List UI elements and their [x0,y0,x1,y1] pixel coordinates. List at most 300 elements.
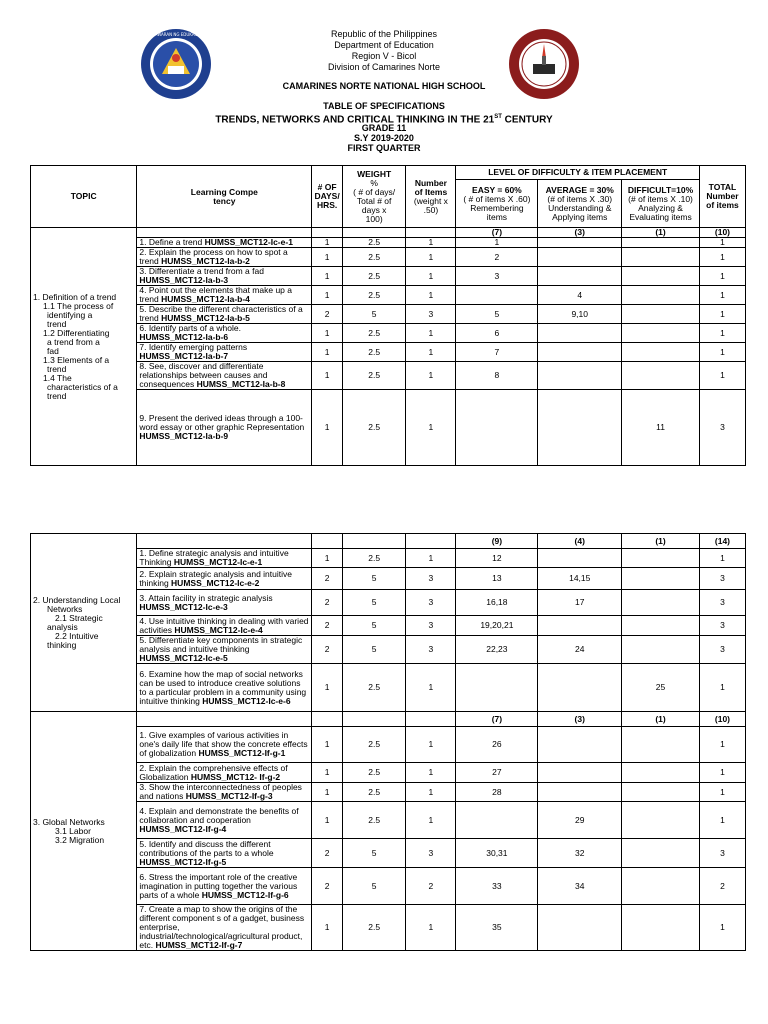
weight-cell: 2.5 [342,238,405,248]
competency-code: HUMSS_MCT12-Ia-b-5 [161,313,250,323]
specification-table-2 [30,533,746,951]
competency-code: HUMSS_MCT12-Ia-b-2 [161,256,250,266]
items-cell: 3 [406,305,456,324]
blank-cell [342,534,405,549]
section-1-body [31,228,746,466]
days-cell: 2 [312,868,343,905]
days-cell: 1 [312,905,343,951]
competency-cell [137,636,312,664]
blank-cell [137,228,312,238]
total-items-cell: 1 [699,324,745,343]
section-totals-row [31,712,746,727]
difficult-items-cell [622,549,700,568]
difficult-subtotal: (1) [622,712,700,727]
days-cell: 1 [312,362,343,390]
easy-items-cell [456,802,538,839]
average-items-cell [538,783,622,802]
competency-cell [137,868,312,905]
total-items-cell: 3 [699,616,745,636]
items-cell: 3 [406,636,456,664]
difficult-items-cell [622,362,700,390]
easy-items-cell [456,664,538,712]
easy-items-cell: 6 [456,324,538,343]
competency-cell [137,839,312,868]
competency-cell [137,763,312,783]
table-row [31,324,746,343]
topic-line: analysis [47,621,78,632]
difficult-items-cell [622,286,700,305]
competency-code: HUMSS_MCT12-Ic-e-5 [139,653,228,663]
competency-text: 7. Create a map to show the origins of the different component s of a gadget, business enterprise, industrial/technological/agricultural product, etc. [139,904,305,950]
topic-line: 1.2 Differentiating [43,327,110,338]
table-row [31,783,746,802]
total-items-cell: 1 [699,783,745,802]
table-row [31,763,746,783]
average-items-cell [538,549,622,568]
blank-cell [406,712,456,727]
weight-cell: 2.5 [342,549,405,568]
average-subtotal: (4) [538,534,622,549]
average-subtotal: (3) [538,712,622,727]
competency-text: 1. Define strategic analysis and intuitive Thinking [139,548,289,567]
competency-cell [137,267,312,286]
competency-code: HUMSS_MCT12-Ic-e-6 [202,695,291,706]
total-subtotal: (10) [699,712,745,727]
table-row [31,839,746,868]
competency-text: 9. Present the derived ideas through a 100-word essay or other graphic Representation [139,413,305,432]
days-cell: 2 [312,305,343,324]
table-row [31,802,746,839]
section-topic [31,228,137,466]
total-items-cell: 1 [699,905,745,951]
days-cell: 2 [312,616,343,636]
easy-items-cell: 30,31 [456,839,538,868]
competency-code: HUMSS_MCT12-Ic-e-2 [171,577,260,588]
easy-items-cell: 13 [456,568,538,590]
difficult-subtotal: (1) [622,534,700,549]
competency-code: HUMSS_MCT12-If-g-6 [201,889,289,900]
average-items-cell [538,763,622,783]
items-cell: 3 [406,839,456,868]
items-cell: 1 [406,802,456,839]
competency-cell [137,664,312,712]
easy-items-cell [456,286,538,305]
days-cell: 1 [312,343,343,362]
days-cell: 2 [312,839,343,868]
col-total-header: TOTAL Number of items [699,166,745,228]
total-items-cell: 3 [699,568,745,590]
days-cell: 1 [312,324,343,343]
section-2-body [31,534,746,712]
header-line-4: Division of Camarines Norte [327,62,441,72]
weight-cell: 5 [342,636,405,664]
competency-text: 4. Point out the elements that make up a trend [139,285,292,304]
easy-items-cell: 8 [456,362,538,390]
blank-cell [312,712,343,727]
total-items-cell: 3 [699,390,745,466]
competency-text: 6. Identify parts of a whole. [139,323,241,333]
easy-items-cell: 35 [456,905,538,951]
topic-line: characteristics of a [47,381,118,392]
topic-line: fad [47,345,59,356]
weight-cell: 5 [342,590,405,616]
doc-title: TABLE OF SPECIFICATIONS [323,101,445,111]
competency-text: 4. Use intuitive thinking in dealing with varied activities [139,615,309,635]
competency-cell [137,362,312,390]
easy-items-cell: 19,20,21 [456,616,538,636]
items-cell: 1 [406,763,456,783]
easy-items-cell: 12 [456,549,538,568]
average-items-cell: 4 [538,286,622,305]
competency-cell [137,783,312,802]
average-items-cell [538,248,622,267]
col-days-header: # OF DAYS/ HRS. [312,166,343,228]
competency-code: HUMSS_MCT12-Ic-e-1 [204,237,293,247]
easy-items-cell [456,390,538,466]
days-cell: 1 [312,238,343,248]
easy-subtotal: (7) [456,712,538,727]
col-competency-header: Learning Compe tency [137,166,312,228]
easy-subtotal: (7) [456,228,538,238]
difficult-items-cell [622,248,700,267]
easy-items-cell: 26 [456,727,538,763]
easy-items-cell: 27 [456,763,538,783]
difficult-items-cell [622,727,700,763]
weight-cell: 2.5 [342,802,405,839]
competency-text: 2. Explain the process on how to spot a trend [139,247,288,266]
total-items-cell: 1 [699,343,745,362]
competency-cell [137,616,312,636]
competency-text: 3. Attain facility in strategic analysis [139,592,273,603]
competency-text: 8. See, discover and differentiate relationships between causes and consequences [139,361,268,389]
table-row [31,590,746,616]
table-row [31,636,746,664]
competency-cell [137,727,312,763]
topic-line: 1.4 The [43,372,72,383]
table-row [31,267,746,286]
weight-cell: 5 [342,305,405,324]
document-header [0,0,768,160]
competency-text: 2. Explain strategic analysis and intuitive thinking [139,568,292,588]
average-items-cell [538,267,622,286]
total-items-cell: 2 [699,868,745,905]
total-items-cell: 1 [699,727,745,763]
competency-cell [137,905,312,951]
competency-cell [137,343,312,362]
specification-table-1 [30,165,746,466]
easy-subtotal: (9) [456,534,538,549]
days-cell: 1 [312,286,343,305]
col-easy-header: EASY = 60% ( # of items X .60) Remembering items [456,180,538,228]
weight-cell: 2.5 [342,763,405,783]
weight-cell: 2.5 [342,664,405,712]
average-items-cell: 32 [538,839,622,868]
weight-cell: 2.5 [342,905,405,951]
difficult-items-cell [622,763,700,783]
average-subtotal: (3) [538,228,622,238]
days-cell: 1 [312,664,343,712]
average-items-cell [538,238,622,248]
items-cell: 1 [406,343,456,362]
blank-cell [137,534,312,549]
average-items-cell [538,362,622,390]
difficult-items-cell [622,238,700,248]
difficult-items-cell: 25 [622,664,700,712]
col-topic-header: TOPIC [31,166,137,228]
competency-text: 7. Identify emerging patterns [139,342,248,352]
table-row [31,390,746,466]
competency-code: HUMSS_MCT12-If-g-1 [198,748,286,758]
difficult-subtotal: (1) [622,228,700,238]
competency-text: 6. Stress the important role of the creative imagination in putting together the various parts of a whole [139,871,298,900]
header-line-1: Republic of the Philippines [330,29,438,39]
competency-code: HUMSS_MCT12-If-g-5 [139,856,227,867]
weight-cell: 5 [342,868,405,905]
topic-line: 2.2 Intuitive [55,630,99,641]
topic-line: a trend from a [47,336,100,347]
table-row [31,248,746,267]
competency-code: HUMSS_MCT12-Ic-e-4 [174,624,263,635]
table-row [31,343,746,362]
weight-cell: 5 [342,568,405,590]
competency-code: HUMSS_MCT12-Ia-b-3 [139,275,229,285]
easy-items-cell: 22,23 [456,636,538,664]
table-row [31,568,746,590]
weight-cell: 2.5 [342,783,405,802]
days-cell: 1 [312,783,343,802]
difficult-items-cell [622,802,700,839]
total-items-cell: 1 [699,802,745,839]
blank-cell [342,712,405,727]
weight-cell: 2.5 [342,286,405,305]
items-cell: 1 [406,267,456,286]
easy-items-cell: 28 [456,783,538,802]
competency-cell [137,324,312,343]
topic-line: 1. Definition of a trend [33,291,117,302]
blank-cell [342,228,405,238]
days-cell: 1 [312,727,343,763]
table-row [31,286,746,305]
items-cell: 1 [406,664,456,712]
blank-cell [406,534,456,549]
days-cell: 1 [312,267,343,286]
competency-code: HUMSS_MCT12-Ia-b-6 [139,332,229,342]
weight-cell: 2.5 [342,343,405,362]
total-items-cell: 1 [699,267,745,286]
average-items-cell: 14,15 [538,568,622,590]
average-items-cell [538,343,622,362]
table-row [31,549,746,568]
table-row [31,905,746,951]
items-cell: 1 [406,362,456,390]
topic-line: trend [47,318,67,329]
competency-cell [137,286,312,305]
days-cell: 1 [312,390,343,466]
table-row [31,362,746,390]
table-row [31,238,746,248]
days-cell: 2 [312,636,343,664]
items-cell: 3 [406,616,456,636]
competency-code: HUMSS_MCT12- If-g-2 [190,771,281,782]
days-cell: 1 [312,549,343,568]
competency-code: HUMSS_MCT12-Ia-b-9 [139,431,229,441]
easy-items-cell: 5 [456,305,538,324]
difficult-items-cell [622,590,700,616]
competency-text: 4. Explain and demonstrate the benefits of collaboration and cooperation [139,805,299,825]
average-items-cell [538,727,622,763]
difficult-items-cell [622,839,700,868]
items-cell: 1 [406,248,456,267]
easy-items-cell: 7 [456,343,538,362]
difficult-items-cell [622,343,700,362]
topic-line: identifying a [47,309,93,320]
difficult-items-cell [622,616,700,636]
competency-code: HUMSS_MCT12-Ia-b-7 [139,351,229,361]
average-items-cell: 34 [538,868,622,905]
average-items-cell [538,616,622,636]
topic-line: 1.1 The process of [43,300,114,311]
weight-cell: 2.5 [342,324,405,343]
total-items-cell: 1 [699,248,745,267]
easy-items-cell: 16,18 [456,590,538,616]
competency-code: HUMSS_MCT12-Ic-e-3 [139,601,228,612]
items-cell: 2 [406,868,456,905]
competency-cell [137,248,312,267]
items-cell: 1 [406,905,456,951]
competency-code: HUMSS_MCT12-Ia-b-4 [161,294,250,304]
svg-text:KAGAWARAN NG EDUKASYON: KAGAWARAN NG EDUKASYON [146,32,206,37]
difficult-items-cell [622,305,700,324]
easy-items-cell: 1 [456,238,538,248]
section-3-body [31,712,746,951]
items-cell: 1 [406,783,456,802]
average-items-cell [538,390,622,466]
days-cell: 1 [312,802,343,839]
competency-cell [137,590,312,616]
col-average-header: AVERAGE = 30% (# of items X .30) Understanding & Applying items [538,180,622,228]
days-cell: 1 [312,248,343,267]
difficult-items-cell [622,868,700,905]
topic-line: thinking [47,639,77,650]
competency-cell [137,568,312,590]
topic-line: 3.1 Labor [55,825,91,836]
competency-code: HUMSS_MCT12-If-g-4 [139,823,227,834]
items-cell: 1 [406,390,456,466]
weight-cell: 5 [342,616,405,636]
table-row [31,616,746,636]
blank-cell [312,534,343,549]
competency-text: 1. Give examples of various activities in one's daily life that show the concrete effects of globalization [139,730,308,758]
competency-cell [137,802,312,839]
col-items-header: Number of Items (weight x .50) [406,166,456,228]
competency-text: 3. Differentiate a trend from a fad [139,266,264,276]
difficult-items-cell [622,636,700,664]
items-cell: 1 [406,324,456,343]
total-items-cell: 1 [699,549,745,568]
items-cell: 1 [406,549,456,568]
easy-items-cell: 2 [456,248,538,267]
table-row [31,664,746,712]
topic-line: 2. Understanding Local [33,594,121,605]
total-items-cell: 1 [699,763,745,783]
difficult-items-cell [622,568,700,590]
items-cell: 3 [406,590,456,616]
difficult-items-cell [622,783,700,802]
quarter: FIRST QUARTER [347,143,421,153]
difficult-items-cell [622,324,700,343]
days-cell: 2 [312,590,343,616]
weight-cell: 2.5 [342,362,405,390]
blank-cell [137,712,312,727]
competency-code: HUMSS_MCT12-Ia-b-8 [196,379,286,389]
section-topic [31,712,137,951]
subject-title: TRENDS, NETWORKS AND CRITICAL THINKING IN THE 21ST CENTURY [215,114,553,126]
competency-code: HUMSS_MCT12-If-g-7 [155,940,243,950]
difficult-items-cell [622,267,700,286]
easy-items-cell: 3 [456,267,538,286]
section-totals-row [31,534,746,549]
total-items-cell: 1 [699,238,745,248]
items-cell: 3 [406,568,456,590]
topic-line: 3.2 Migration [55,834,105,845]
topic-line: 2.1 Strategic [55,612,103,623]
section-totals-row [31,228,746,238]
topic-line: Networks [47,603,83,614]
topic-line: trend [47,363,67,374]
average-items-cell: 24 [538,636,622,664]
weight-cell: 2.5 [342,248,405,267]
average-items-cell [538,664,622,712]
table-row [31,727,746,763]
competency-text: 5. Identify and discuss the different contributions of the parts to a whole [139,838,274,858]
average-items-cell [538,324,622,343]
total-items-cell: 3 [699,636,745,664]
total-items-cell: 1 [699,664,745,712]
topic-line: 1.3 Elements of a [43,354,110,365]
difficult-items-cell: 11 [622,390,700,466]
competency-code: HUMSS_MCT12-If-g-3 [185,791,273,801]
school-year: S.Y 2019-2020 [354,133,414,143]
average-items-cell: 17 [538,590,622,616]
total-items-cell: 1 [699,305,745,324]
average-items-cell: 29 [538,802,622,839]
weight-cell: 2.5 [342,390,405,466]
col-weight-header: WEIGHT % ( # of days/ Total # of days x 100) [342,166,405,228]
blank-cell [312,228,343,238]
items-cell: 1 [406,238,456,248]
competency-cell [137,238,312,248]
weight-cell: 5 [342,839,405,868]
average-items-cell [538,905,622,951]
section-topic [31,534,137,712]
total-items-cell: 3 [699,590,745,616]
table-row [31,305,746,324]
competency-text: 1. Define a trend [139,237,205,247]
competency-text: 2. Explain the comprehensive effects of Globalization [139,762,288,782]
average-items-cell: 9,10 [538,305,622,324]
competency-text: 5. Differentiate key components in strategic analysis and intuitive thinking [139,635,303,654]
competency-text: 3. Show the interconnectedness of peoples and nations [139,782,302,801]
total-subtotal: (14) [699,534,745,549]
blank-cell [406,228,456,238]
competency-code: HUMSS_MCT12-Ic-e-1 [173,557,263,567]
table-row [31,868,746,905]
header-line-2: Department of Education [334,40,434,50]
items-cell: 1 [406,286,456,305]
days-cell: 2 [312,568,343,590]
competency-cell [137,549,312,568]
total-items-cell: 1 [699,362,745,390]
